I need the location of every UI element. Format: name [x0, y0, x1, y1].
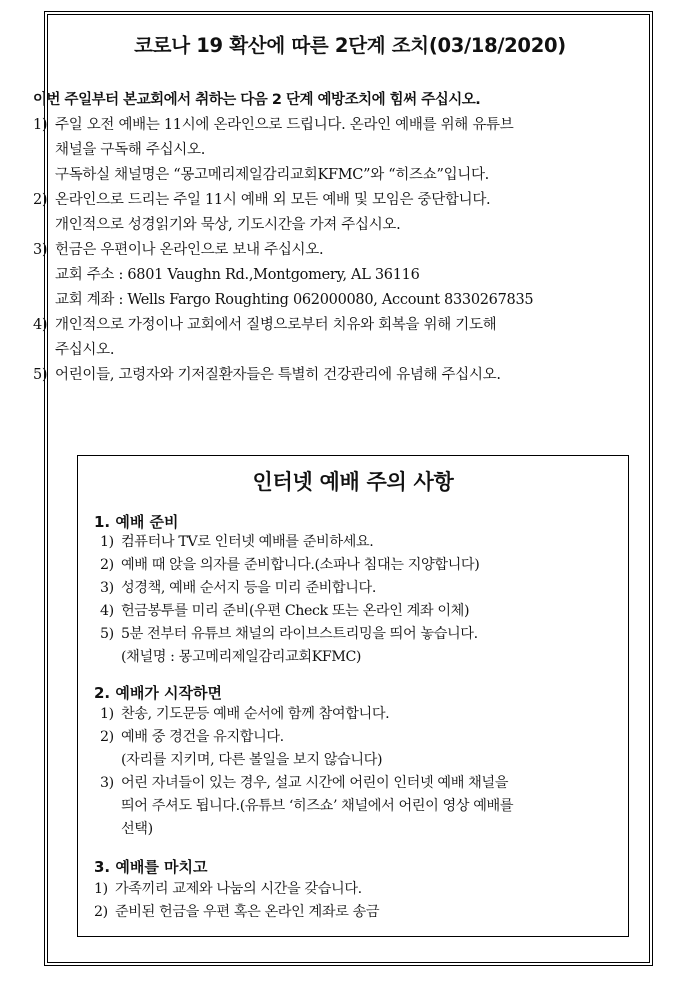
- item-number: 5): [100, 626, 114, 642]
- item-line: 구독하실 채널명은 “몽고메리제일감리교회KFMC”와 “히즈쇼”입니다.: [55, 167, 489, 183]
- notice-title: 인터넷 예배 주의 사항: [252, 470, 454, 494]
- item-line: 어린 자녀들이 있는 경우, 설교 시간에 어린이 인터넷 예배 채널을: [121, 775, 509, 791]
- list-item: [100, 703, 620, 726]
- item-line: (채널명 : 몽고메리제일감리교회KFMC): [121, 649, 362, 665]
- item-line: 예배 때 앉을 의자를 준비합니다.(소파나 침대는 지양합니다): [121, 557, 480, 573]
- item-number: 3): [100, 775, 114, 791]
- item-number: 1): [94, 881, 108, 897]
- item-line: 어린이들, 고령자와 기저질환자들은 특별히 건강관리에 유념해 주십시오.: [55, 367, 501, 383]
- item-line: 온라인으로 드리는 주일 11시 예배 외 모든 예배 및 모임은 중단합니다.: [55, 192, 491, 208]
- item-number: 2): [100, 557, 114, 573]
- item-number: 1): [100, 706, 114, 722]
- measure-item: [33, 313, 593, 363]
- measures-list: [33, 113, 593, 388]
- item-line: 띄어 주셔도 됩니다.(유튜브 ‘히즈쇼’ 채널에서 어린이 영상 예배를: [121, 798, 514, 814]
- list-item: [100, 600, 620, 623]
- item-number: 3): [33, 242, 48, 258]
- item-line: 개인적으로 가정이나 교회에서 질병으로부터 치유와 회복을 위해 기도해: [55, 317, 497, 333]
- list-item: [94, 878, 614, 901]
- item-line: 컴퓨터나 TV로 인터넷 예배를 준비하세요.: [121, 534, 374, 550]
- item-number: 4): [33, 317, 48, 333]
- section-heading: 3. 예배를 마치고: [94, 858, 208, 876]
- item-line: 헌금은 우편이나 온라인으로 보내 주십시오.: [55, 242, 324, 258]
- section-list: [100, 531, 620, 669]
- item-line: (자리를 지키며, 다른 볼일을 보지 않습니다): [121, 752, 383, 768]
- item-number: 5): [33, 367, 48, 383]
- item-line: 주일 오전 예배는 11시에 온라인으로 드립니다. 온라인 예배를 위해 유튜브: [55, 117, 514, 133]
- section-list: [94, 878, 614, 924]
- list-item: [100, 531, 620, 554]
- item-number: 4): [100, 603, 114, 619]
- item-line: 준비된 헌금을 우편 혹은 온라인 계좌로 송금: [115, 904, 380, 920]
- item-number: 2): [33, 192, 48, 208]
- measure-item: [33, 238, 593, 313]
- section-heading: 1. 예배 준비: [94, 513, 179, 531]
- section-heading: 2. 예배가 시작하면: [94, 684, 223, 702]
- list-item: [94, 901, 614, 924]
- page-title: 코로나 19 확산에 따른 2단계 조치(03/18/2020): [134, 34, 566, 57]
- church-address: 교회 주소 : 6801 Vaughn Rd.,Montgomery, AL 36116: [55, 267, 420, 283]
- item-line: 성경책, 예배 순서지 등을 미리 준비합니다.: [121, 580, 376, 596]
- list-item: [100, 772, 620, 841]
- item-number: 1): [100, 534, 114, 550]
- intro-text: 이번 주일부터 본교회에서 취하는 다음 2 단계 예방조치에 힘써 주십시오.: [33, 92, 481, 108]
- list-item: [100, 623, 620, 669]
- list-item: [100, 726, 620, 772]
- item-line: 개인적으로 성경읽기와 묵상, 기도시간을 가져 주십시오.: [55, 217, 401, 233]
- church-account: 교회 계좌 : Wells Fargo Roughting 062000080, Account 8330267835: [55, 292, 534, 308]
- item-number: 3): [100, 580, 114, 596]
- item-number: 2): [94, 904, 108, 920]
- item-line: 예배 중 경건을 유지합니다.: [121, 729, 284, 745]
- item-line: 채널을 구독해 주십시오.: [55, 142, 205, 158]
- item-line: 5분 전부터 유튜브 채널의 라이브스트리밍을 띄어 놓습니다.: [121, 626, 478, 642]
- measure-item: [33, 363, 593, 388]
- section-list: [100, 703, 620, 841]
- item-line: 찬송, 기도문등 예배 순서에 함께 참여합니다.: [121, 706, 390, 722]
- item-line: 헌금봉투를 미리 준비(우편 Check 또는 온라인 계좌 이체): [121, 603, 470, 619]
- item-number: 2): [100, 729, 114, 745]
- list-item: [100, 577, 620, 600]
- item-line: 가족끼리 교제와 나눔의 시간을 갖습니다.: [115, 881, 362, 897]
- item-number: 1): [33, 117, 48, 133]
- item-line: 선택): [121, 821, 153, 837]
- measure-item: [33, 113, 593, 188]
- measure-item: [33, 188, 593, 238]
- notice-box: [77, 455, 629, 937]
- list-item: [100, 554, 620, 577]
- item-line: 주십시오.: [55, 342, 115, 358]
